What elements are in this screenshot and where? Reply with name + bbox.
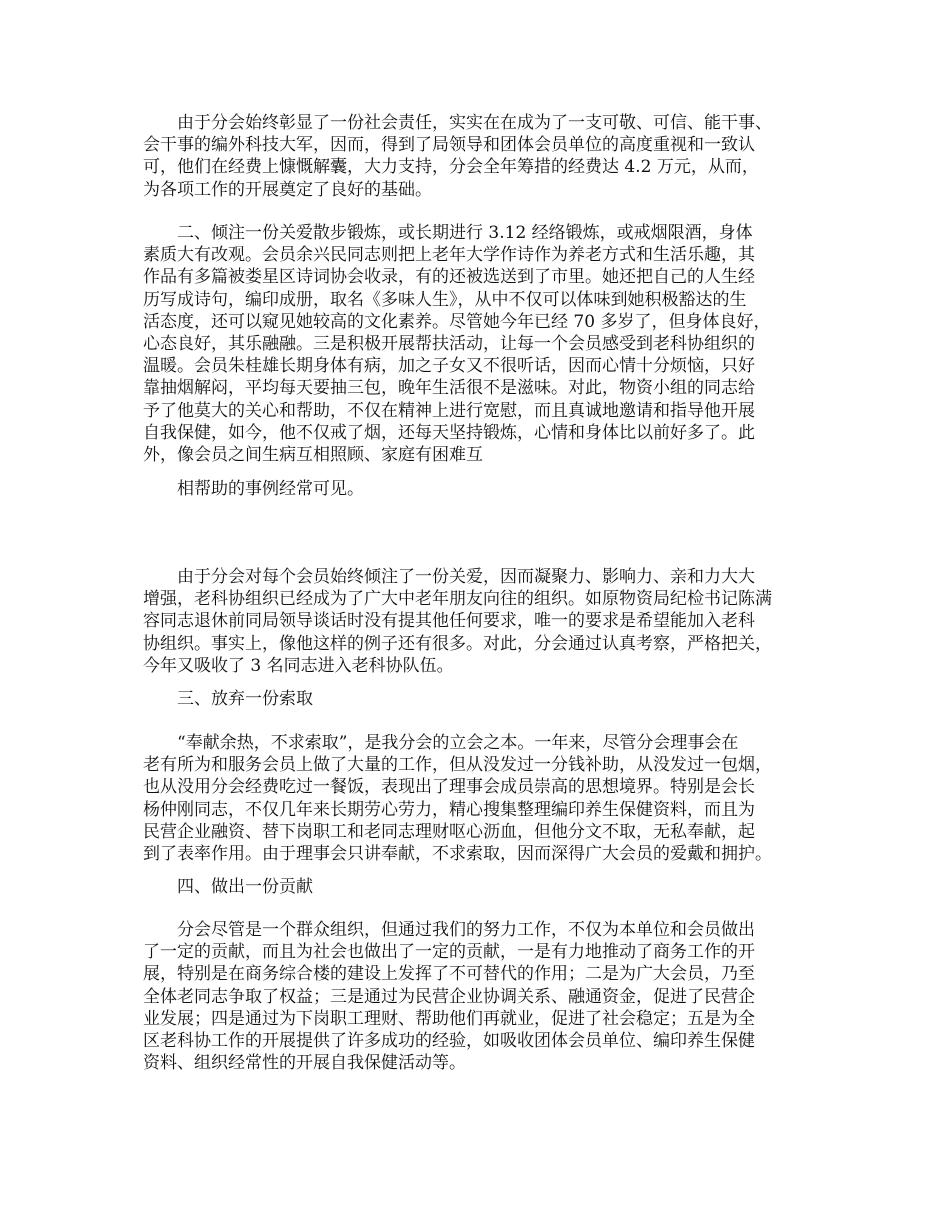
text-line: 活态度，还可以窥见她较高的文化素养。尽管她今年已经 70 多岁了，但身体良好，	[143, 311, 771, 332]
text-line: 全体老同志争取了权益；三是通过为民营企业协调关系、融通资金，促进了民营企	[143, 986, 755, 1007]
text-line: 会干事的编外科技大军，因而，得到了局领导和团体会员单位的高度重视和一致认	[143, 135, 755, 156]
text-line: 老有所为和服务会员上做了大量的工作，但从没发过一分钱补助，从没发过一包烟，	[143, 755, 772, 776]
text-line: 今年又吸收了 3 名同志进入老科协队伍。	[143, 655, 454, 676]
text-line: 二、倾注一份关爱散步锻炼，或长期进行 3.12 经络锻炼，或戒烟限酒，身体	[177, 223, 753, 243]
text-line: 作品有多篇被娄星区诗词协会收录，有的还被选送到了市里。她还把自己的人生经	[143, 267, 755, 288]
text-line: 心态良好，其乐融融。三是积极开展帮扶活动，让每一个会员感受到老科协组织的	[143, 334, 755, 355]
paragraph-mutual-help	[143, 478, 823, 500]
paragraph-contribution	[143, 919, 823, 1074]
text-line: 了一定的贡献，而且为社会也做出了一定的贡献，一是有力地推动了商务工作的开	[143, 942, 755, 963]
text-line: 分会尽管是一个群众组织，但通过我们的努力工作，不仅为本单位和会员做出	[177, 920, 755, 940]
text-line: “奉献余热，不求索取”，是我分会的立会之本。一年来，尽管分会理事会在	[177, 733, 739, 753]
text-line: 历写成诗句，编印成册，取名《多味人生》，从中不仅可以体味到她积极豁达的生	[143, 289, 747, 310]
text-line: 由于分会始终彰显了一份社会责任，实实在在成为了一支可敬、可信、能干事、	[177, 113, 772, 133]
text-line: 为各项工作的开展奠定了良好的基础。	[143, 179, 432, 200]
text-line: 展，特别是在商务综合楼的建设上发挥了不可替代的作用；二是为广大会员，乃至	[143, 964, 755, 985]
text-line: 由于分会对每个会员始终倾注了一份关爱，因而凝聚力、影响力、亲和力大大	[177, 567, 755, 587]
paragraph-dedication	[143, 732, 823, 865]
text-line: 容同志退休前同局领导谈话时没有提其他任何要求，唯一的要求是希望能加入老科	[143, 611, 755, 632]
text-line: 增强，老科协组织已经成为了广大中老年朋友向往的组织。如原物资局纪检书记陈满	[143, 589, 772, 610]
text-line: 素质大有改观。会员余兴民同志则把上老年大学作诗作为养老方式和生活乐趣，其	[143, 245, 755, 266]
text-line: 温暖。会员朱桂雄长期身体有病，加之子女又不很听话，因而心情十分烦恼，只好	[143, 356, 755, 377]
text-line: 业发展；四是通过为下岗职工理财、帮助他们再就业，促进了社会稳定；五是为全	[143, 1008, 755, 1029]
text-line: 可，他们在经费上慷慨解囊，大力支持，分会全年筹措的经费达 4.2 万元，从而，	[143, 157, 759, 178]
section-heading-contribution	[143, 876, 823, 898]
text-line: 外，像会员之间生病互相照顾、家庭有困难互	[143, 445, 483, 466]
text-line: 民营企业融资、替下岗职工和老同志理财呕心沥血，但他分文不取，无私奉献，起	[143, 821, 755, 842]
paragraph-cohesion	[143, 566, 823, 677]
text-line: 相帮助的事例经常可见。	[177, 479, 364, 499]
paragraph-social-responsibility	[143, 112, 823, 201]
text-line: 资料、组织经常性的开展自我保健活动等。	[143, 1053, 466, 1074]
text-line: 杨仲刚同志，不仅几年来长期劳心劳力，精心搜集整理编印养生保健资料，而且为	[143, 799, 755, 820]
section-heading-give-up	[143, 688, 823, 710]
section-heading: 四、做出一份贡献	[177, 877, 313, 897]
text-line: 到了表率作用。由于理事会只讲奉献，不求索取，因而深得广大会员的爱戴和拥护。	[143, 844, 772, 865]
text-line: 靠抽烟解闷，平均每天要抽三包，晚年生活很不是滋味。对此，物资小组的同志给	[143, 378, 755, 399]
section-heading: 三、放弃一份索取	[177, 689, 313, 709]
paragraph-care	[143, 222, 823, 466]
text-line: 自我保健，如今，他不仅戒了烟，还每天坚持锻炼，心情和身体比以前好多了。此	[143, 422, 755, 443]
text-line: 予了他莫大的关心和帮助，不仅在精神上进行宽慰，而且真诚地邀请和指导他开展	[143, 400, 755, 421]
text-line: 区老科协工作的开展提供了许多成功的经验，如吸收团体会员单位、编印养生保健	[143, 1031, 755, 1052]
text-line: 协组织。事实上，像他这样的例子还有很多。对此，分会通过认真考察，严格把关，	[143, 633, 772, 654]
text-line: 也从没用分会经费吃过一餐饭，表现出了理事会成员崇高的思想境界。特别是会长	[143, 777, 755, 798]
